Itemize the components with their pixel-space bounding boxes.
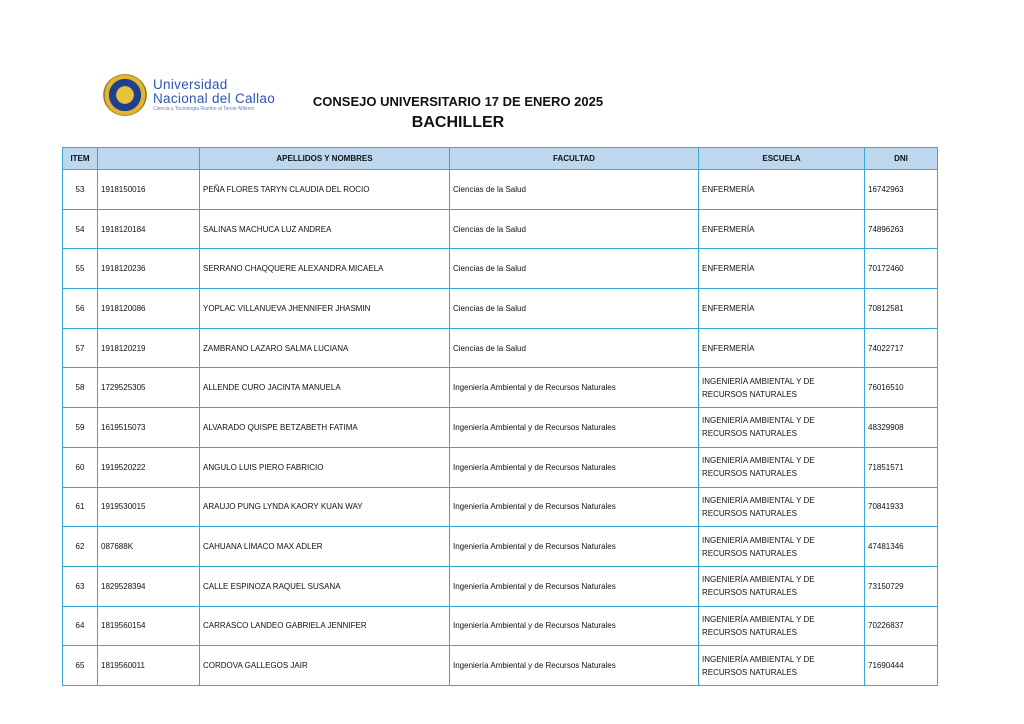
school-cell: INGENIERÍA AMBIENTAL Y DE RECURSOS NATURALES xyxy=(699,408,865,448)
code-cell: 1829528394 xyxy=(98,566,200,606)
code-cell: 1918150016 xyxy=(98,170,200,210)
table-row xyxy=(63,170,938,210)
item-cell: 54 xyxy=(63,209,98,249)
dni-cell: 74022717 xyxy=(865,328,938,368)
name-cell: CORDOVA GALLEGOS JAIR xyxy=(200,646,450,686)
code-cell: 1819560154 xyxy=(98,606,200,646)
university-seal-icon xyxy=(103,74,147,116)
dni-cell: 70812581 xyxy=(865,289,938,329)
table-row xyxy=(63,289,938,329)
col-item: ITEM xyxy=(63,148,98,170)
item-cell: 65 xyxy=(63,646,98,686)
dni-cell: 74896263 xyxy=(865,209,938,249)
dni-cell: 70172460 xyxy=(865,249,938,289)
faculty-cell: Ingeniería Ambiental y de Recursos Naturales xyxy=(450,527,699,567)
faculty-cell: Ciencias de la Salud xyxy=(450,249,699,289)
logo-tagline: Ciencia y Tecnología Rumbo al Tercer Milenio xyxy=(153,106,255,112)
item-cell: 58 xyxy=(63,368,98,408)
name-cell: SERRANO CHAQQUERE ALEXANDRA MICAELA xyxy=(200,249,450,289)
col-school: ESCUELA xyxy=(699,148,865,170)
table-row xyxy=(63,368,938,408)
document-title: CONSEJO UNIVERSITARIO 17 DE ENERO 2025 xyxy=(312,94,604,109)
name-cell: ALVARADO QUISPE BETZABETH FATIMA xyxy=(200,408,450,448)
item-cell: 62 xyxy=(63,527,98,567)
name-cell: ANGULO LUIS PIERO FABRICIO xyxy=(200,447,450,487)
school-cell: ENFERMERÍA xyxy=(699,209,865,249)
school-cell: INGENIERÍA AMBIENTAL Y DE RECURSOS NATURALES xyxy=(699,646,865,686)
code-cell: 1729525305 xyxy=(98,368,200,408)
col-faculty: FACULTAD xyxy=(450,148,699,170)
col-dni: DNI xyxy=(865,148,938,170)
dni-cell: 47481346 xyxy=(865,527,938,567)
item-cell: 64 xyxy=(63,606,98,646)
code-cell: 1918120184 xyxy=(98,209,200,249)
table-row xyxy=(63,447,938,487)
dni-cell: 71690444 xyxy=(865,646,938,686)
name-cell: ZAMBRANO LAZARO SALMA LUCIANA xyxy=(200,328,450,368)
logo-line-1: Universidad xyxy=(153,77,228,92)
item-cell: 63 xyxy=(63,566,98,606)
name-cell: SALINAS MACHUCA LUZ ANDREA xyxy=(200,209,450,249)
table-row xyxy=(63,566,938,606)
code-cell: 1919530015 xyxy=(98,487,200,527)
table-row xyxy=(63,408,938,448)
faculty-cell: Ingeniería Ambiental y de Recursos Naturales xyxy=(450,566,699,606)
item-cell: 61 xyxy=(63,487,98,527)
col-code xyxy=(98,148,200,170)
faculty-cell: Ingeniería Ambiental y de Recursos Naturales xyxy=(450,606,699,646)
school-cell: ENFERMERÍA xyxy=(699,328,865,368)
dni-cell: 16742963 xyxy=(865,170,938,210)
table-row xyxy=(63,328,938,368)
item-cell: 57 xyxy=(63,328,98,368)
item-cell: 55 xyxy=(63,249,98,289)
code-cell: 1919520222 xyxy=(98,447,200,487)
code-cell: 1819560011 xyxy=(98,646,200,686)
school-cell: INGENIERÍA AMBIENTAL Y DE RECURSOS NATURALES xyxy=(699,447,865,487)
school-cell: INGENIERÍA AMBIENTAL Y DE RECURSOS NATURALES xyxy=(699,487,865,527)
col-names: APELLIDOS Y NOMBRES xyxy=(200,148,450,170)
school-cell: INGENIERÍA AMBIENTAL Y DE RECURSOS NATURALES xyxy=(699,527,865,567)
faculty-cell: Ciencias de la Salud xyxy=(450,170,699,210)
table-row xyxy=(63,646,938,686)
faculty-cell: Ingeniería Ambiental y de Recursos Naturales xyxy=(450,408,699,448)
item-cell: 59 xyxy=(63,408,98,448)
code-cell: 1918120236 xyxy=(98,249,200,289)
code-cell: 1619515073 xyxy=(98,408,200,448)
code-cell: 1918120219 xyxy=(98,328,200,368)
logo-line-2: Nacional del Callao xyxy=(153,90,276,106)
faculty-cell: Ingeniería Ambiental y de Recursos Naturales xyxy=(450,646,699,686)
document-subtitle: BACHILLER xyxy=(411,114,505,131)
table-row xyxy=(63,487,938,527)
dni-cell: 48329908 xyxy=(865,408,938,448)
faculty-cell: Ciencias de la Salud xyxy=(450,209,699,249)
code-cell: 1918120086 xyxy=(98,289,200,329)
name-cell: YOPLAC VILLANUEVA JHENNIFER JHASMIN xyxy=(200,289,450,329)
university-logo xyxy=(103,74,275,116)
item-cell: 53 xyxy=(63,170,98,210)
item-cell: 60 xyxy=(63,447,98,487)
school-cell: INGENIERÍA AMBIENTAL Y DE RECURSOS NATURALES xyxy=(699,566,865,606)
school-cell: ENFERMERÍA xyxy=(699,170,865,210)
table-row xyxy=(63,209,938,249)
name-cell: CALLE ESPINOZA RAQUEL SUSANA xyxy=(200,566,450,606)
table-row xyxy=(63,249,938,289)
code-cell: 087688K xyxy=(98,527,200,567)
school-cell: INGENIERÍA AMBIENTAL Y DE RECURSOS NATURALES xyxy=(699,606,865,646)
table-row xyxy=(63,527,938,567)
name-cell: PEÑA FLORES TARYN CLAUDIA DEL ROCIO xyxy=(200,170,450,210)
faculty-cell: Ingeniería Ambiental y de Recursos Naturales xyxy=(450,487,699,527)
name-cell: CARRASCO LANDEO GABRIELA JENNIFER xyxy=(200,606,450,646)
dni-cell: 70226837 xyxy=(865,606,938,646)
table-row xyxy=(63,606,938,646)
dni-cell: 70841933 xyxy=(865,487,938,527)
name-cell: CAHUANA LIMACO MAX ADLER xyxy=(200,527,450,567)
school-cell: ENFERMERÍA xyxy=(699,289,865,329)
dni-cell: 76016510 xyxy=(865,368,938,408)
faculty-cell: Ciencias de la Salud xyxy=(450,328,699,368)
faculty-cell: Ingeniería Ambiental y de Recursos Naturales xyxy=(450,368,699,408)
school-cell: INGENIERÍA AMBIENTAL Y DE RECURSOS NATURALES xyxy=(699,368,865,408)
name-cell: ALLENDE CURO JACINTA MANUELA xyxy=(200,368,450,408)
dni-cell: 71851571 xyxy=(865,447,938,487)
faculty-cell: Ingeniería Ambiental y de Recursos Naturales xyxy=(450,447,699,487)
faculty-cell: Ciencias de la Salud xyxy=(450,289,699,329)
item-cell: 56 xyxy=(63,289,98,329)
dni-cell: 73150729 xyxy=(865,566,938,606)
table-header-row xyxy=(63,148,938,170)
graduates-table xyxy=(62,147,938,686)
school-cell: ENFERMERÍA xyxy=(699,249,865,289)
name-cell: ARAUJO PUNG LYNDA KAORY KUAN WAY xyxy=(200,487,450,527)
